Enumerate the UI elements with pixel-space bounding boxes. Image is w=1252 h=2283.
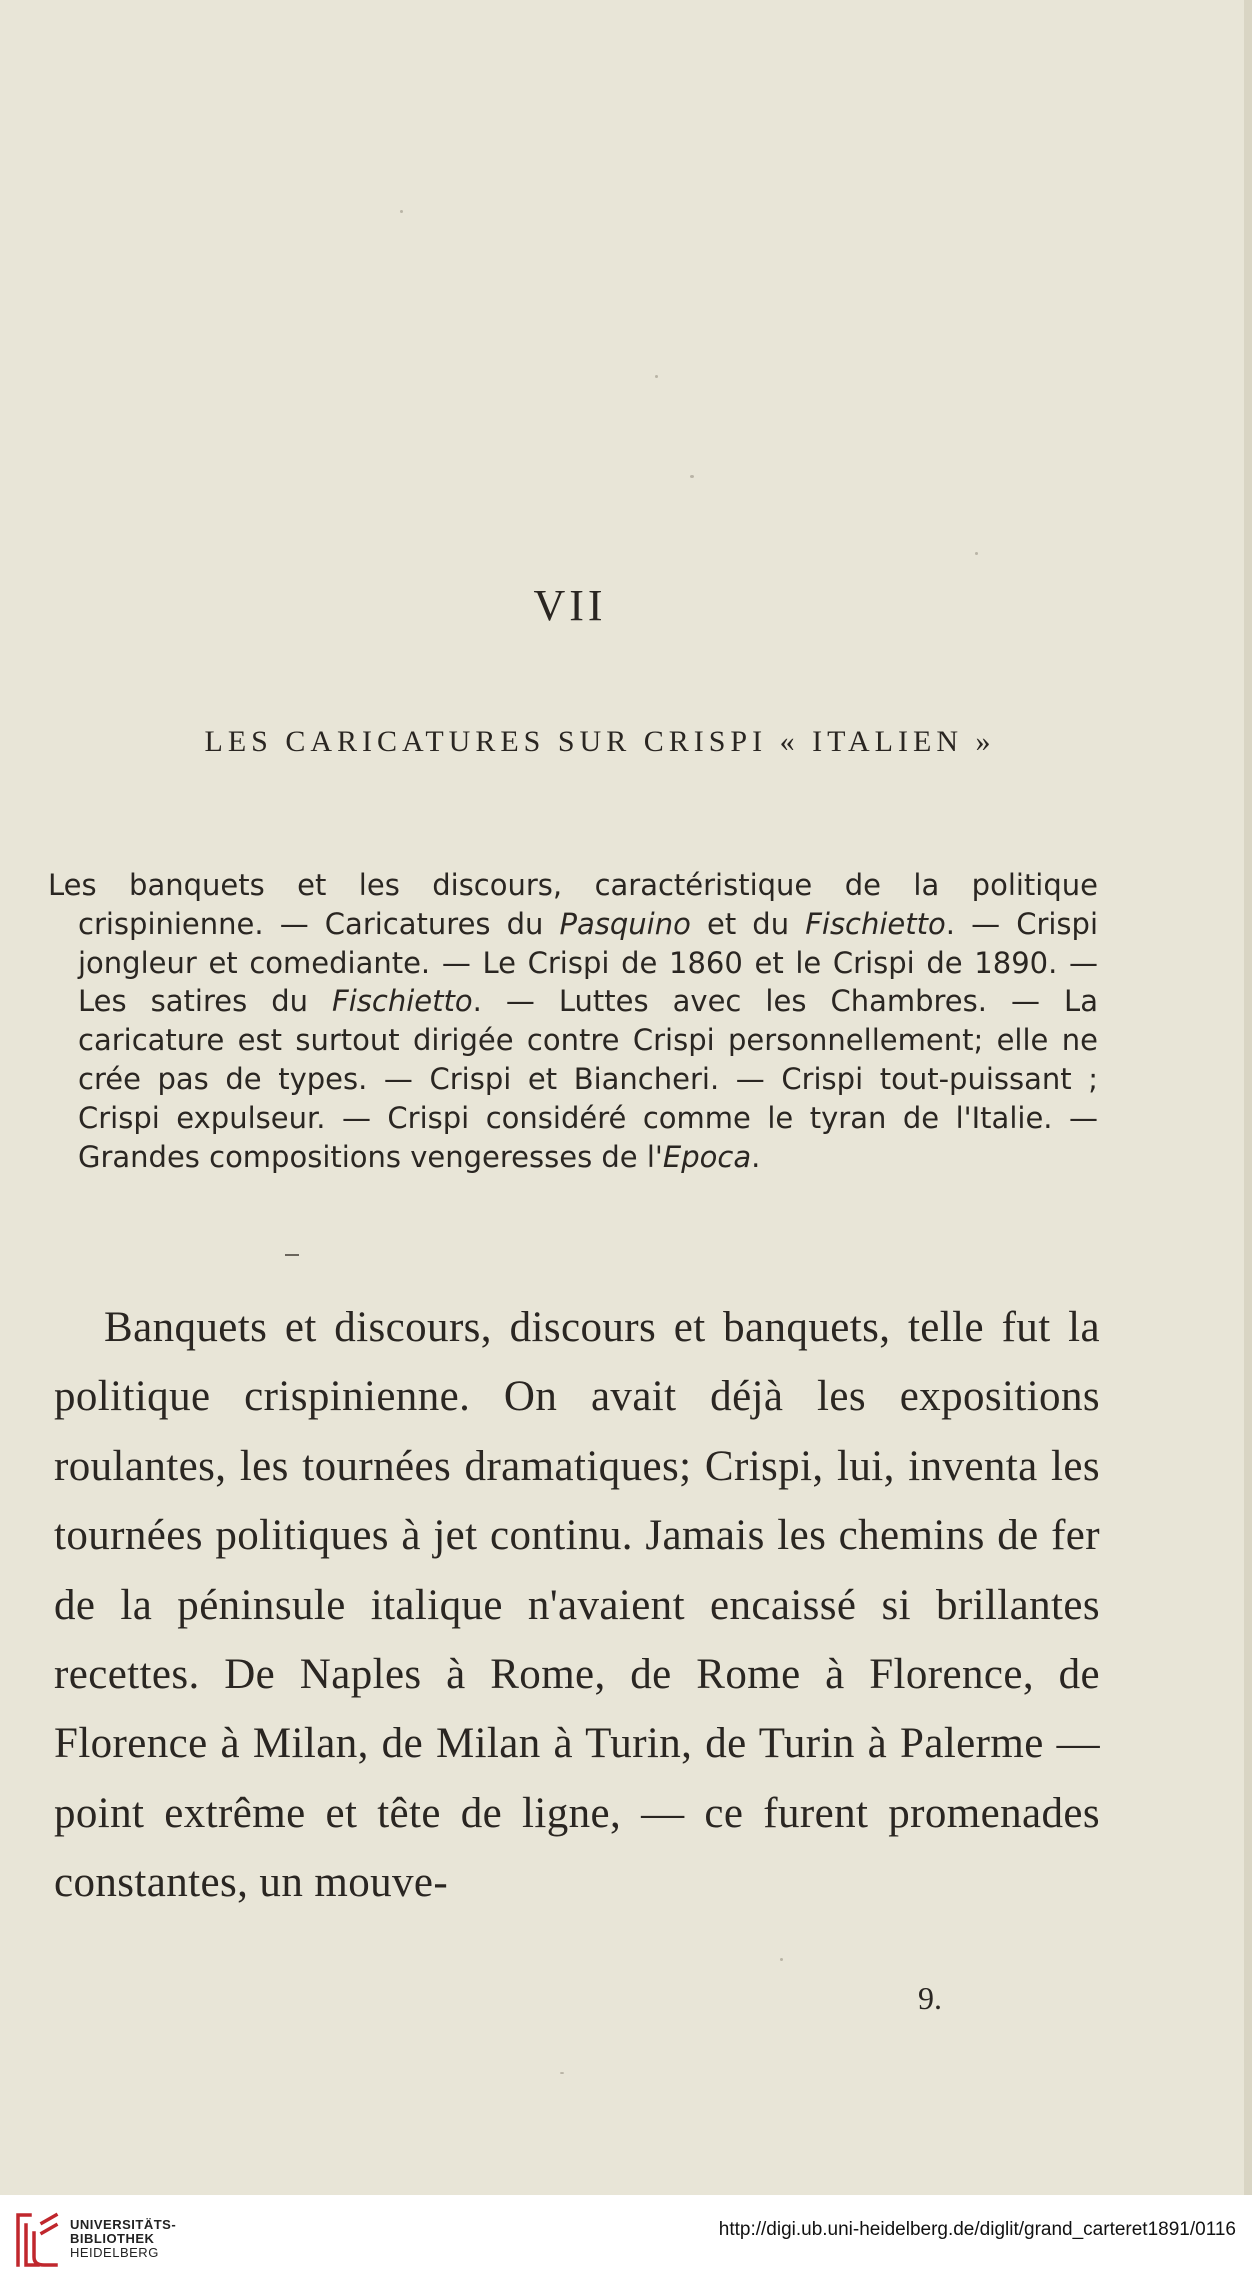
paper-speck xyxy=(690,475,694,478)
chapter-summary xyxy=(48,866,1098,1176)
paper-speck xyxy=(780,1958,783,1961)
summary-text: . xyxy=(751,1139,761,1174)
paper-speck xyxy=(655,375,658,378)
paper-speck xyxy=(400,210,403,213)
footer-bar xyxy=(0,2195,1252,2283)
section-divider xyxy=(285,1254,299,1256)
summary-italic: Epoca xyxy=(662,1139,752,1174)
summary-italic: Pasquino xyxy=(559,906,691,941)
library-name-line3: HEIDELBERG xyxy=(70,2245,159,2260)
page-signature: 9. xyxy=(918,1980,942,2016)
page-edge xyxy=(1244,0,1252,2195)
summary-text: . — Crispi jongleur et comediante. — Le Crispi de 1860 et le Crispi de 1890. — Les satires du xyxy=(78,906,1099,1019)
library-name-line2: BIBLIOTHEK xyxy=(70,2231,155,2246)
summary-italic: Fischietto xyxy=(332,984,473,1019)
university-library-logo-icon xyxy=(12,2209,62,2269)
summary-text: et du xyxy=(690,906,806,941)
library-name-line1: UNIVERSITÄTS- xyxy=(70,2217,177,2232)
summary-text: Les banquets et les discours, caractéristique de la politique crispinienne. — Caricatures du xyxy=(48,868,1098,941)
paper-speck xyxy=(560,2072,564,2074)
chapter-title: LES CARICATURES SUR CRISPI « ITALIEN » xyxy=(204,725,996,758)
source-url-link[interactable]: http://digi.ub.uni-heidelberg.de/diglit/grand_carteret1891/0116 xyxy=(718,2219,1236,2240)
library-name xyxy=(70,2218,176,2260)
summary-italic: Fischietto xyxy=(805,906,946,941)
body-paragraph: Banquets et discours, discours et banquets, telle fut la politique crispinienne. On avait déjà les expositions roulantes, les tournées dramatiques; Crispi, lui, inventa les tournées politiques à jet continu. Jamais les chemins de fer de la péninsule italique n'avaient encaissé si brillantes recettes. De Naples à Rome, de Rome à Florence, de Florence à Milan, de Milan à Turin, de Turin à Palerme — point extrême et tête de ligne, — ce furent promenades constantes, un mouve- xyxy=(54,1304,1100,1907)
paper-speck xyxy=(975,552,978,555)
chapter-number: VII xyxy=(533,581,607,630)
summary-text: . — Luttes avec les Chambres. — La caricature est surtout dirigée contre Crispi personnellement; elle ne crée pas de types. — Crispi et Biancheri. — Crispi tout-puissant ; Crispi expulseur. — Crispi considéré comme le tyran de l'Italie. — Grandes compositions vengeresses de l' xyxy=(78,984,1098,1174)
